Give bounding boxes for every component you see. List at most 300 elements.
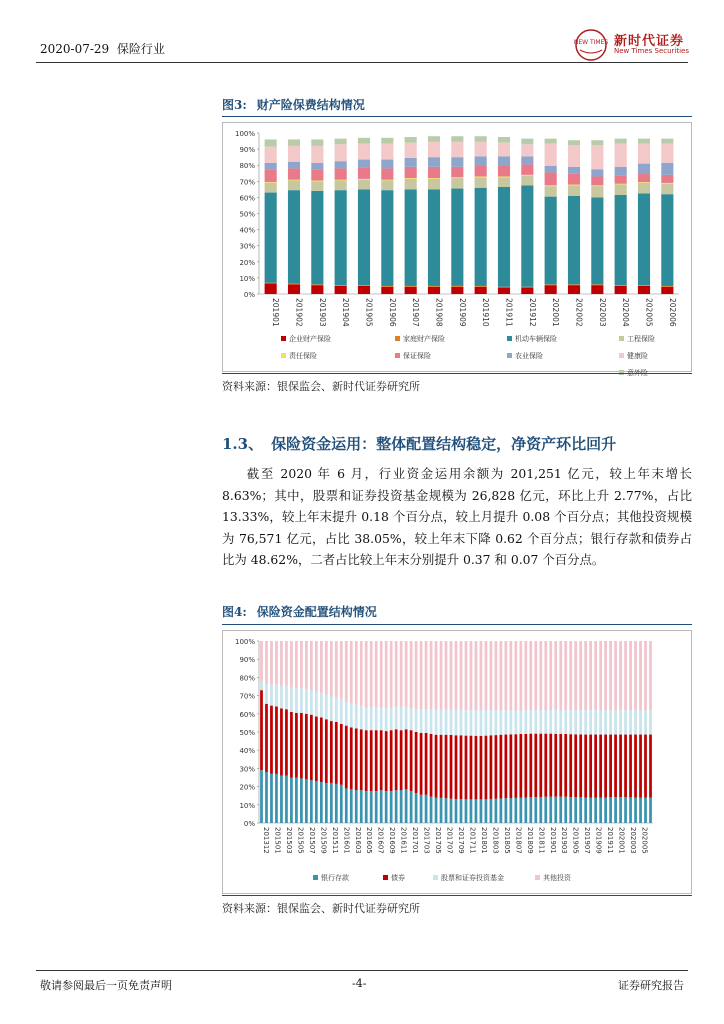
bar-segment-工程保险 — [451, 178, 463, 188]
legend-swatch — [507, 353, 512, 358]
bar-segment-股票和证券投资基金 — [265, 684, 268, 704]
bar-segment-机动车辆保险 — [265, 193, 277, 283]
bar-segment-股票和证券投资基金 — [534, 710, 537, 734]
bar-segment-保证保险 — [265, 169, 277, 182]
bar-segment-健康险 — [545, 143, 557, 166]
x-tick-label: 201911 — [504, 298, 514, 327]
bar-segment-债券 — [524, 734, 527, 798]
bar-segment-债券 — [519, 734, 522, 798]
bar-segment-责任保险 — [568, 185, 580, 186]
bar-segment-银行存款 — [305, 779, 308, 823]
bar-segment-股票和证券投资基金 — [539, 710, 542, 734]
bar-segment-家庭财产保险 — [381, 286, 393, 287]
bar-segment-责任保险 — [311, 180, 323, 181]
bar-segment-债券 — [505, 735, 508, 799]
bar-segment-银行存款 — [629, 797, 632, 823]
bar-segment-其他投资 — [265, 641, 268, 684]
bar-segment-债券 — [310, 715, 313, 781]
bar-segment-其他投资 — [554, 641, 557, 710]
bar-segment-家庭财产保险 — [521, 287, 533, 288]
bar-segment-责任保险 — [475, 176, 487, 177]
bar-segment-责任保险 — [638, 182, 650, 183]
bar-segment-银行存款 — [405, 789, 408, 823]
bar-segment-银行存款 — [285, 776, 288, 823]
bar-segment-企业财产保险 — [405, 287, 417, 294]
bar-segment-其他投资 — [425, 641, 428, 709]
bar-segment-银行存款 — [574, 797, 577, 823]
legend-swatch — [281, 336, 286, 341]
bar-segment-股票和证券投资基金 — [425, 709, 428, 733]
bar-segment-企业财产保险 — [521, 288, 533, 294]
bar-segment-农业保险 — [521, 156, 533, 164]
bar-segment-银行存款 — [470, 799, 473, 823]
bar-segment-企业财产保险 — [545, 285, 557, 294]
bar-segment-股票和证券投资基金 — [385, 708, 388, 731]
bar-segment-农业保险 — [265, 163, 277, 169]
bar-segment-债券 — [270, 706, 273, 774]
bar-segment-保证保险 — [661, 175, 673, 183]
bar-segment-股票和证券投资基金 — [629, 710, 632, 734]
bar-segment-股票和证券投资基金 — [355, 705, 358, 729]
bar-segment-银行存款 — [400, 790, 403, 823]
x-tick-label: 202005 — [640, 827, 649, 854]
bar-segment-股票和证券投资基金 — [519, 710, 522, 734]
bar-segment-债券 — [260, 690, 263, 770]
legend-label: 健康险 — [627, 352, 648, 360]
legend-swatch — [535, 875, 540, 880]
bar-segment-其他投资 — [440, 641, 443, 710]
figure4-label: 图4: — [222, 605, 247, 619]
bar-segment-股票和证券投资基金 — [589, 710, 592, 734]
x-tick-label: 201811 — [537, 827, 546, 854]
bar-segment-其他投资 — [604, 641, 607, 710]
bar-segment-银行存款 — [320, 782, 323, 823]
figure4-top-rule — [222, 624, 692, 625]
bar-segment-企业财产保险 — [638, 286, 650, 294]
bar-segment-银行存款 — [450, 799, 453, 823]
bar-segment-其他投资 — [330, 641, 333, 697]
bar-segment-其他投资 — [430, 641, 433, 709]
bar-segment-债券 — [564, 734, 567, 797]
bar-segment-其他投资 — [365, 641, 368, 707]
bar-segment-银行存款 — [534, 797, 537, 823]
bar-segment-银行存款 — [495, 799, 498, 823]
bar-segment-债券 — [529, 734, 532, 798]
bar-segment-责任保险 — [498, 176, 510, 177]
x-tick-label: 201605 — [365, 827, 374, 854]
x-tick-label: 202003 — [629, 827, 638, 854]
bar-segment-其他投资 — [559, 641, 562, 710]
x-tick-label: 201905 — [364, 298, 374, 327]
bar-segment-股票和证券投资基金 — [480, 710, 483, 735]
y-tick-label: 0% — [243, 291, 255, 299]
bar-segment-银行存款 — [350, 789, 353, 823]
bar-segment-工程保险 — [311, 181, 323, 191]
bar-segment-责任保险 — [335, 180, 347, 181]
section-number: 1.3、 — [222, 435, 264, 453]
bar-segment-银行存款 — [330, 783, 333, 823]
bar-segment-机动车辆保险 — [591, 197, 603, 284]
bar-segment-银行存款 — [260, 770, 263, 823]
bar-segment-意外险 — [615, 139, 627, 144]
x-tick-label: 201511 — [330, 827, 339, 854]
bar-segment-其他投资 — [564, 641, 567, 710]
bar-segment-债券 — [395, 729, 398, 790]
bar-segment-其他投资 — [639, 641, 642, 710]
bar-segment-其他投资 — [315, 641, 318, 692]
bar-segment-股票和证券投资基金 — [305, 689, 308, 714]
legend-swatch — [395, 353, 400, 358]
bar-segment-农业保险 — [451, 157, 463, 167]
bar-segment-股票和证券投资基金 — [290, 687, 293, 712]
bar-segment-责任保险 — [265, 182, 277, 183]
bar-segment-保证保险 — [428, 167, 440, 178]
bar-segment-银行存款 — [569, 797, 572, 823]
bar-segment-其他投资 — [445, 641, 448, 710]
bar-segment-意外险 — [568, 140, 580, 145]
bar-segment-其他投资 — [649, 641, 652, 710]
bar-segment-其他投资 — [529, 641, 532, 710]
bar-segment-其他投资 — [275, 641, 278, 685]
bar-segment-债券 — [455, 735, 458, 799]
x-tick-label: 201805 — [502, 827, 511, 854]
bar-segment-家庭财产保险 — [591, 284, 603, 285]
bar-segment-债券 — [594, 735, 597, 798]
bar-segment-其他投资 — [335, 641, 338, 697]
bar-segment-股票和证券投资基金 — [460, 710, 463, 735]
bar-segment-债券 — [554, 734, 557, 797]
legend-label: 意外险 — [627, 369, 648, 377]
bar-segment-其他投资 — [385, 641, 388, 708]
bar-segment-股票和证券投资基金 — [544, 710, 547, 734]
bar-segment-银行存款 — [634, 798, 637, 823]
footer-report-type: 证券研究报告 — [618, 979, 684, 992]
bar-segment-债券 — [544, 734, 547, 797]
footer-page-number: -4- — [352, 977, 367, 990]
bar-segment-企业财产保险 — [335, 286, 347, 294]
bar-segment-银行存款 — [440, 798, 443, 823]
bar-segment-银行存款 — [300, 778, 303, 823]
bar-segment-机动车辆保险 — [311, 191, 323, 284]
bar-segment-其他投资 — [584, 641, 587, 710]
bar-segment-银行存款 — [460, 799, 463, 823]
bar-segment-家庭财产保险 — [475, 286, 487, 287]
bar-segment-银行存款 — [544, 797, 547, 823]
bar-segment-债券 — [280, 708, 283, 775]
bar-segment-银行存款 — [564, 797, 567, 823]
bar-segment-股票和证券投资基金 — [514, 711, 517, 735]
bar-segment-其他投资 — [519, 641, 522, 710]
y-tick-label: 20% — [239, 783, 255, 792]
x-tick-label: 201801 — [479, 827, 488, 854]
footer-divider — [36, 970, 688, 971]
bar-segment-企业财产保险 — [615, 286, 627, 294]
y-tick-label: 40% — [239, 747, 255, 756]
bar-segment-家庭财产保险 — [451, 286, 463, 287]
bar-segment-银行存款 — [524, 798, 527, 823]
bar-segment-银行存款 — [270, 774, 273, 823]
legend-label: 企业财产保险 — [289, 335, 331, 343]
bar-segment-意外险 — [451, 136, 463, 142]
bar-segment-债券 — [440, 735, 443, 798]
bar-segment-其他投资 — [435, 641, 438, 710]
bar-segment-其他投资 — [619, 641, 622, 710]
bar-segment-机动车辆保险 — [405, 189, 417, 286]
bar-segment-股票和证券投资基金 — [440, 710, 443, 735]
bar-segment-健康险 — [661, 143, 673, 162]
legend-label: 农业保险 — [515, 352, 543, 360]
figure3-title-text: 财产险保费结构情况 — [256, 98, 365, 112]
bar-segment-农业保险 — [381, 160, 393, 169]
y-tick-label: 100% — [234, 130, 255, 138]
x-tick-label: 202004 — [621, 298, 631, 327]
bar-segment-股票和证券投资基金 — [295, 688, 298, 713]
bar-segment-其他投资 — [544, 641, 547, 710]
x-tick-label: 201611 — [399, 827, 408, 854]
bar-segment-银行存款 — [609, 797, 612, 823]
legend-label: 责任保险 — [289, 352, 317, 360]
legend-label: 家庭财产保险 — [403, 335, 445, 343]
bar-segment-家庭财产保险 — [428, 286, 440, 287]
x-tick-label: 201505 — [296, 827, 305, 854]
bar-segment-股票和证券投资基金 — [584, 710, 587, 734]
bar-segment-保证保险 — [475, 166, 487, 176]
bar-segment-责任保险 — [428, 178, 440, 179]
bar-segment-企业财产保险 — [428, 287, 440, 294]
bar-segment-股票和证券投资基金 — [350, 704, 353, 728]
bar-segment-机动车辆保险 — [661, 194, 673, 286]
bar-segment-银行存款 — [275, 774, 278, 823]
bar-segment-股票和证券投资基金 — [559, 710, 562, 734]
x-tick-label: 201703 — [422, 827, 431, 854]
bar-segment-银行存款 — [315, 781, 318, 823]
bar-segment-机动车辆保险 — [335, 190, 347, 285]
bar-segment-家庭财产保险 — [568, 284, 580, 285]
bar-segment-股票和证券投资基金 — [500, 710, 503, 734]
bar-segment-债券 — [330, 721, 333, 783]
y-tick-label: 30% — [239, 765, 255, 774]
bar-segment-银行存款 — [639, 798, 642, 823]
bar-segment-债券 — [390, 730, 393, 791]
bar-segment-意外险 — [405, 137, 417, 143]
bar-segment-股票和证券投资基金 — [280, 686, 283, 709]
bar-segment-银行存款 — [505, 798, 508, 823]
bar-segment-银行存款 — [380, 790, 383, 823]
bar-segment-银行存款 — [624, 797, 627, 823]
bar-segment-农业保险 — [428, 157, 440, 167]
bar-segment-责任保险 — [521, 175, 533, 176]
bar-segment-其他投资 — [405, 641, 408, 707]
bar-segment-股票和证券投资基金 — [564, 710, 567, 734]
bar-segment-家庭财产保险 — [638, 285, 650, 286]
legend-label: 股票和证券投资基金 — [441, 874, 504, 882]
x-tick-label: 201501 — [273, 827, 282, 854]
figure3-chart — [223, 123, 691, 377]
bar-segment-家庭财产保险 — [615, 285, 627, 286]
bar-segment-保证保险 — [311, 169, 323, 180]
bar-segment-股票和证券投资基金 — [524, 710, 527, 734]
bar-segment-债券 — [465, 736, 468, 800]
bar-segment-工程保险 — [475, 177, 487, 187]
legend-label: 保证保险 — [403, 352, 431, 360]
x-tick-label: 201607 — [376, 827, 385, 854]
bar-segment-股票和证券投资基金 — [614, 710, 617, 734]
bar-segment-债券 — [480, 736, 483, 800]
bar-segment-其他投资 — [260, 641, 263, 681]
bar-segment-机动车辆保险 — [451, 189, 463, 286]
bar-segment-其他投资 — [594, 641, 597, 710]
bar-segment-其他投资 — [395, 641, 398, 707]
bar-segment-银行存款 — [519, 798, 522, 823]
bar-segment-工程保险 — [521, 176, 533, 186]
bar-segment-保证保险 — [288, 168, 300, 179]
bar-segment-健康险 — [265, 147, 277, 163]
bar-segment-股票和证券投资基金 — [335, 697, 338, 722]
logo-text: NEW TIMES — [573, 39, 609, 46]
bar-segment-企业财产保险 — [288, 284, 300, 294]
bar-segment-工程保险 — [265, 183, 277, 193]
bar-segment-保证保险 — [591, 176, 603, 185]
bar-segment-银行存款 — [280, 776, 283, 823]
bar-segment-责任保险 — [661, 183, 673, 184]
bar-segment-农业保险 — [475, 156, 487, 166]
figure3-source: 资料来源：银保监会、新时代证券研究所 — [222, 380, 420, 393]
bar-segment-债券 — [579, 734, 582, 797]
figure3-top-rule — [222, 116, 692, 117]
bar-segment-工程保险 — [638, 183, 650, 193]
bar-segment-银行存款 — [435, 798, 438, 823]
bar-segment-股票和证券投资基金 — [455, 710, 458, 735]
x-tick-label: 201909 — [457, 298, 467, 327]
bar-segment-银行存款 — [345, 788, 348, 823]
x-tick-label: 202003 — [597, 298, 607, 327]
bar-segment-银行存款 — [360, 790, 363, 823]
bar-segment-其他投资 — [340, 641, 343, 699]
figure3-bottom-rule — [222, 373, 692, 374]
bar-segment-债券 — [604, 735, 607, 798]
bar-segment-股票和证券投资基金 — [554, 710, 557, 734]
legend-swatch — [383, 875, 388, 880]
bar-segment-农业保险 — [288, 162, 300, 168]
bar-segment-银行存款 — [290, 778, 293, 824]
bar-segment-股票和证券投资基金 — [470, 710, 473, 735]
bar-segment-股票和证券投资基金 — [320, 693, 323, 718]
bar-segment-银行存款 — [430, 797, 433, 823]
bar-segment-股票和证券投资基金 — [285, 686, 288, 710]
bar-segment-债券 — [400, 730, 403, 790]
bar-segment-股票和证券投资基金 — [495, 710, 498, 735]
brand-name-en: New Times Securities — [614, 47, 689, 55]
bar-segment-机动车辆保险 — [545, 197, 557, 285]
bar-segment-机动车辆保险 — [358, 189, 370, 285]
bar-segment-机动车辆保险 — [568, 196, 580, 285]
bar-segment-责任保险 — [405, 178, 417, 179]
y-tick-label: 100% — [234, 638, 255, 646]
body-paragraph — [222, 463, 692, 571]
bar-segment-健康险 — [568, 145, 580, 167]
bar-segment-股票和证券投资基金 — [400, 707, 403, 730]
x-tick-label: 201509 — [319, 827, 328, 854]
x-tick-label: 201312 — [261, 827, 270, 854]
bar-segment-债券 — [285, 709, 288, 775]
x-tick-label: 201909 — [594, 827, 603, 854]
bar-segment-股票和证券投资基金 — [509, 710, 512, 734]
bar-segment-股票和证券投资基金 — [644, 710, 647, 734]
bar-segment-债券 — [355, 728, 358, 790]
bar-segment-机动车辆保险 — [381, 190, 393, 286]
bar-segment-其他投资 — [285, 641, 288, 686]
y-tick-label: 40% — [239, 226, 255, 235]
bar-segment-其他投资 — [634, 641, 637, 710]
x-tick-label: 201707 — [445, 827, 454, 854]
bar-segment-农业保险 — [615, 167, 627, 176]
y-tick-label: 30% — [239, 242, 255, 251]
bar-segment-债券 — [450, 735, 453, 799]
bar-segment-农业保险 — [311, 163, 323, 169]
bar-segment-债券 — [634, 735, 637, 798]
bar-segment-债券 — [265, 704, 268, 772]
x-tick-label: 201908 — [434, 298, 444, 327]
legend-swatch — [619, 336, 624, 341]
bar-segment-银行存款 — [415, 793, 418, 823]
bar-segment-企业财产保险 — [358, 286, 370, 294]
bar-segment-机动车辆保险 — [615, 195, 627, 285]
bar-segment-股票和证券投资基金 — [609, 710, 612, 734]
bar-segment-银行存款 — [539, 797, 542, 823]
bar-segment-意外险 — [498, 137, 510, 143]
bar-segment-其他投资 — [549, 641, 552, 710]
x-tick-label: 201907 — [411, 298, 421, 327]
bar-segment-债券 — [539, 734, 542, 797]
bar-segment-股票和证券投资基金 — [569, 710, 572, 734]
x-tick-label: 201911 — [606, 827, 615, 854]
bar-segment-农业保险 — [545, 166, 557, 172]
x-tick-label: 201903 — [317, 298, 327, 327]
bar-segment-家庭财产保险 — [661, 286, 673, 287]
bar-segment-其他投资 — [465, 641, 468, 710]
figure3-title — [222, 96, 365, 113]
brand-logo-icon — [572, 28, 610, 62]
bar-segment-其他投资 — [295, 641, 298, 688]
x-tick-label: 202001 — [617, 827, 626, 854]
bar-segment-保证保险 — [358, 168, 370, 179]
bar-segment-企业财产保险 — [451, 287, 463, 294]
bar-segment-工程保险 — [288, 180, 300, 190]
bar-segment-农业保险 — [335, 161, 347, 168]
bar-segment-银行存款 — [644, 798, 647, 823]
bar-segment-债券 — [549, 734, 552, 797]
bar-segment-其他投资 — [460, 641, 463, 710]
bar-segment-债券 — [475, 736, 478, 800]
y-tick-label: 60% — [239, 194, 255, 203]
bar-segment-其他投资 — [500, 641, 503, 710]
bar-segment-健康险 — [638, 143, 650, 163]
bar-segment-其他投资 — [300, 641, 303, 688]
header-divider — [36, 62, 688, 63]
bar-segment-机动车辆保险 — [475, 188, 487, 286]
bar-segment-其他投资 — [574, 641, 577, 710]
bar-segment-银行存款 — [559, 797, 562, 823]
section-title: 保险资金运用：整体配置结构稳定，净资产环比回升 — [271, 435, 617, 453]
bar-segment-银行存款 — [529, 797, 532, 823]
legend-swatch — [395, 336, 400, 341]
bar-segment-保证保险 — [521, 164, 533, 174]
bar-segment-银行存款 — [410, 791, 413, 823]
bar-segment-银行存款 — [355, 790, 358, 823]
bar-segment-企业财产保险 — [311, 285, 323, 294]
bar-segment-工程保险 — [615, 185, 627, 195]
bar-segment-股票和证券投资基金 — [315, 692, 318, 717]
